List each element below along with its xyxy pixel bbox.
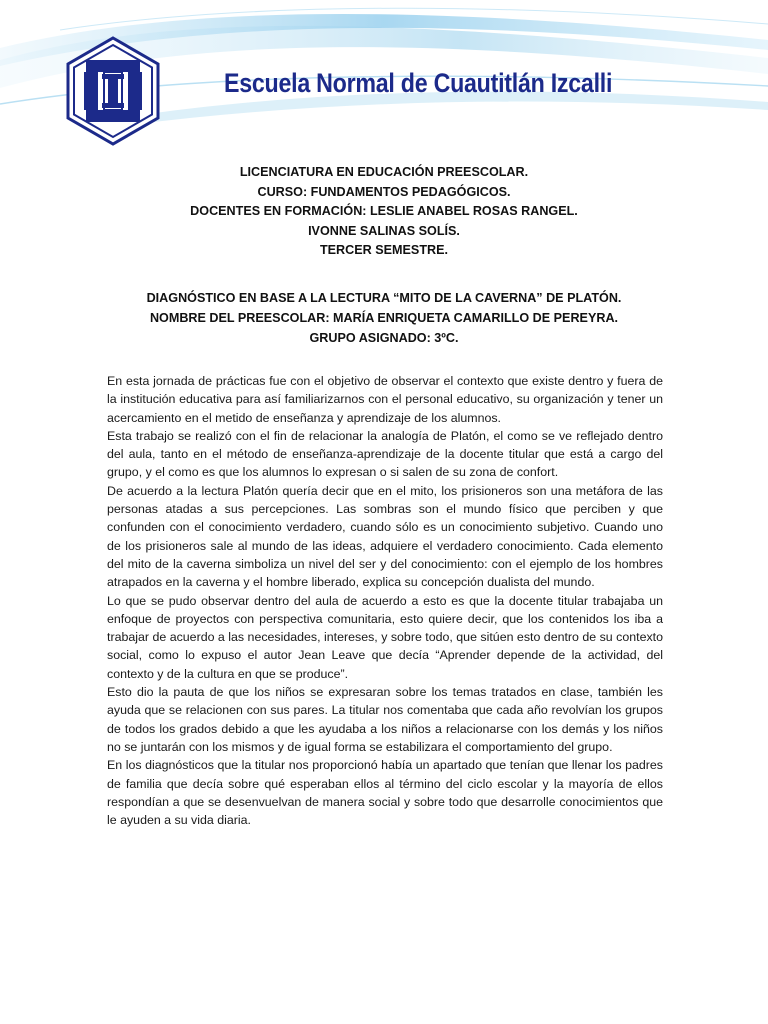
course-info bbox=[0, 163, 768, 261]
paragraph: De acuerdo a la lectura Platón quería decir que en el mito, los prisioneros son una metáfora de las personas atadas a sus percepciones. Las sombras son el mundo físico que perciben y que confunden con el conocimiento verdadero, cuando sólo es un conocimiento subjetivo. Cuando uno de los prisioneros sale al mundo de las ideas, adquiere el verdadero conocimiento. Cada elemento del mito de la caverna simboliza un nivel del ser y del conocimiento: con el ejemplo de los hombres atrapados en la caverna y el hombre liberado, explica su concepción dualista del mundo. bbox=[107, 483, 663, 590]
paragraph: Esta trabajo se realizó con el fin de relacionar la analogía de Platón, el como se ve reflejado dentro del aula, tanto en el método de enseñanza-aprendizaje de la docente titular que está a cargo del grupo, y el como es que los alumnos lo expresan o si salen de su zona de confort. bbox=[107, 428, 663, 480]
paragraph: Lo que se pudo observar dentro del aula de acuerdo a esto es que la docente titular trabajaba un enfoque de proyectos con perspectiva comunitaria, esto quiere decir, que los contenidos los iba a trabajar de acuerdo a las necesidades, intereses, y sobre todo, que sitúen esto dentro de su contexto social, como lo expuso el autor Jean Leave que decía “Aprender depende de la actividad, del contexto y de la cultura en que se produce”. bbox=[107, 593, 663, 681]
paragraph: En los diagnósticos que la titular nos proporcionó había un apartado que tenían que llenar los padres de familia que decía sobre qué esperaban ellos al término del ciclo escolar y la mayoría de ellos respondían a que se desenvuelvan de manera social y sobre todo que desarrolle conocimientos que le ayuden a su vida diaria. bbox=[107, 758, 663, 828]
semester-line: TERCER SEMESTRE. bbox=[319, 243, 449, 258]
author-second-line: IVONNE SALINAS SOLÍS. bbox=[308, 223, 460, 238]
group-line: GRUPO ASIGNADO: 3ºC. bbox=[309, 330, 459, 345]
preschool-line: NOMBRE DEL PREESCOLAR: MARÍA ENRIQUETA CAMARILLO DE PEREYRA. bbox=[149, 310, 619, 325]
authors-line: DOCENTES EN FORMACIÓN: LESLIE ANABEL ROSAS RANGEL. bbox=[190, 204, 578, 219]
document-title bbox=[0, 289, 768, 348]
paragraph: Esto dio la pauta de que los niños se expresaran sobre los temas tratados en clase, también les ayuda que se relacionen con sus pares. La titular nos comentaba que cada año revolvían los grupos de todos los grados debido a que les ayudaba a los niños a relacionarse con los demás y los niños no se juntarán con los mismos y de igual forma se estabilizara el comportamiento del grupo. bbox=[107, 685, 663, 754]
paragraph: En esta jornada de prácticas fue con el objetivo de observar el contexto que existe dentro y fuera de la institución educativa para así familiarizarnos con el personal educativo, su organización y tener un acercamiento en el metido de enseñanza y aprendizaje de los alumnos. bbox=[107, 374, 663, 425]
title-line: DIAGNÓSTICO EN BASE A LA LECTURA “MITO DE LA CAVERNA” DE PLATÓN. bbox=[146, 291, 622, 305]
body-text bbox=[107, 372, 663, 829]
page-header bbox=[0, 0, 768, 150]
degree-line: LICENCIATURA EN EDUCACIÓN PREESCOLAR. bbox=[239, 165, 529, 179]
course-line: CURSO: FUNDAMENTOS PEDAGÓGICOS. bbox=[257, 184, 511, 199]
school-name: Escuela Normal de Cuautitlán Izcalli bbox=[224, 68, 613, 98]
school-crest-icon bbox=[64, 36, 162, 146]
